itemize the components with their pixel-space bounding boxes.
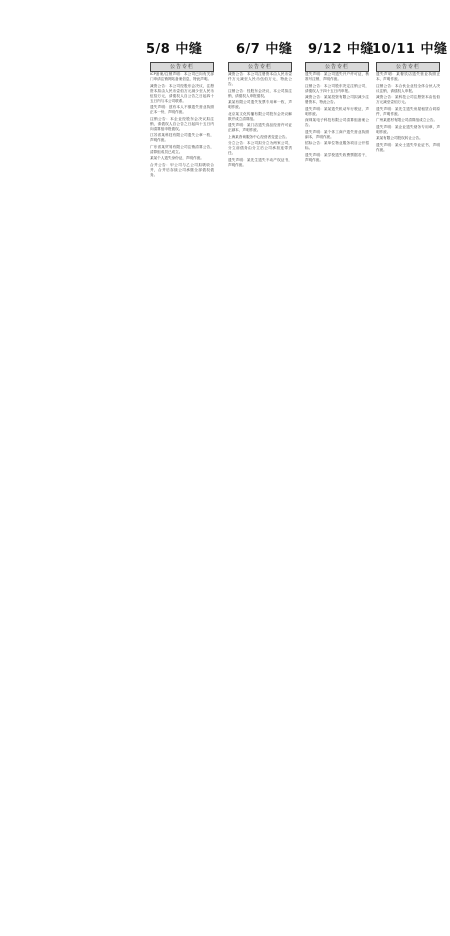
notice-entry: 减资公告：本公司经股东会决议，注册资本拟由人民币壹佰万元减少至人民币伍拾万元，请债权人自公告之日起四十五日内与本公司联系。 (150, 83, 214, 103)
newspaper-column-3 (305, 62, 369, 932)
notice-entry: 某某有限公司遗失发票专用章一枚，声明作废。 (228, 100, 292, 109)
notice-entry: 某某个人遗失身份证，声明作废。 (150, 156, 204, 160)
notice-entry: 减资公告：某科技公司注册资本由伍佰万元减至壹佰万元。 (376, 95, 440, 104)
notice-entry: 分立公告：本公司拟分立为两家公司，分立前债务由分立后公司承担连带责任。 (228, 141, 292, 155)
column-header: 公告专栏 (376, 62, 440, 72)
notice-entry: 减资公告：本公司注册资本由人民币壹仟万元减至人民币伍佰万元，特此公告。 (228, 72, 292, 86)
notice-entry: 遗失声明：某女士遗失毕业证书，声明作废。 (376, 142, 440, 152)
notice-entry: 遗失声明：某公司遗失开户许可证，核准号注销，声明作废。 (305, 72, 369, 81)
notice-entry: 上海某咨询服务中心经营者变更公告。 (228, 134, 290, 139)
notice-entry: 遗失声明：某学校遗失收费票据若干，声明作废。 (305, 152, 369, 162)
notice-entry: 遗失声明：某个体工商户遗失营业执照副本，声明作废。 (305, 129, 369, 139)
column-header: 公告专栏 (305, 62, 369, 72)
notice-entry: ICP备案/注销声明：本公司已向有关部门申请注销网站备案信息，特此声明。 (150, 72, 214, 81)
column-header: 公告专栏 (228, 62, 292, 72)
notice-list (150, 72, 214, 178)
notice-entry: 广州某建材有限公司清算组成立公告。 (376, 118, 438, 122)
notice-entry: 合并公告：甲公司与乙公司拟吸收合并，合并后存续公司承继全部债权债务。 (150, 162, 214, 177)
notice-entry: 江苏省某科技有限公司遗失公章一枚，声明作废。 (150, 133, 214, 142)
notice-entry: 遗失声明：某企业遗失财务专用章，声明作废。 (376, 124, 440, 134)
notice-list (305, 72, 369, 163)
column-header: 公告专栏 (150, 62, 214, 72)
notice-entry: 广东省某贸易有限公司注销清算公告，清算组成员已成立。 (150, 144, 214, 154)
notice-entry: 注销公告：本合伙企业经全体合伙人决议注销，请债权人申报。 (376, 83, 440, 93)
newspaper-column-2 (228, 62, 292, 922)
notice-entry: 遗失声明：某先生遗失不动产权证书，声明作废。 (228, 157, 292, 167)
notice-list (376, 72, 440, 153)
notice-entry: 某某有限公司股权转让公告。 (376, 136, 423, 140)
notice-entry: 遗失声明：某某遗失机动车行驶证，声明作废。 (305, 106, 369, 116)
notice-list (228, 72, 292, 168)
notice-entry: 深圳某电子科技有限公司清算组备案公告。 (305, 118, 369, 127)
column-date-title-4: 10/11 中缝 (372, 42, 448, 57)
notice-entry: 遗失声明：兹有本人不慎遗失营业执照正本一份，声明作废。 (150, 105, 214, 114)
notice-entry: 减资公告：某某投资有限公司拟减少注册资本，特此公告。 (305, 95, 369, 104)
notice-entry: 注销公告：本企业经股东会决议拟注销，请债权人自公告之日起四十五日内向清算组申报债权。 (150, 116, 214, 131)
notice-entry: 注销公告：经股东会决议，本公司拟注销，请债权人申报债权。 (228, 88, 292, 98)
notice-entry: 遗失声明：某先生遗失房屋租赁合同原件，声明作废。 (376, 106, 440, 116)
newspaper-column-1 (150, 62, 214, 922)
notice-entry: 遗失声明：某餐饮店遗失营业执照正本，声明作废。 (376, 72, 440, 81)
newspaper-column-4 (376, 62, 440, 922)
column-date-title-3: 9/12 中缝 (308, 42, 374, 57)
notice-entry: 北京某文化传播有限公司股东会决议解散并成立清算组。 (228, 111, 292, 121)
notice-entry: 遗失声明：某门店遗失食品经营许可证正副本，声明作废。 (228, 123, 292, 132)
column-date-title-1: 5/8 中缝 (146, 42, 203, 57)
notice-entry: 招标公告：某单位物业服务项目公开招标。 (305, 141, 369, 150)
notice-entry: 注销公告：本公司股东决定注销公司，请债权人于四十五日内申报。 (305, 83, 369, 93)
column-date-title-2: 6/7 中缝 (236, 42, 293, 57)
